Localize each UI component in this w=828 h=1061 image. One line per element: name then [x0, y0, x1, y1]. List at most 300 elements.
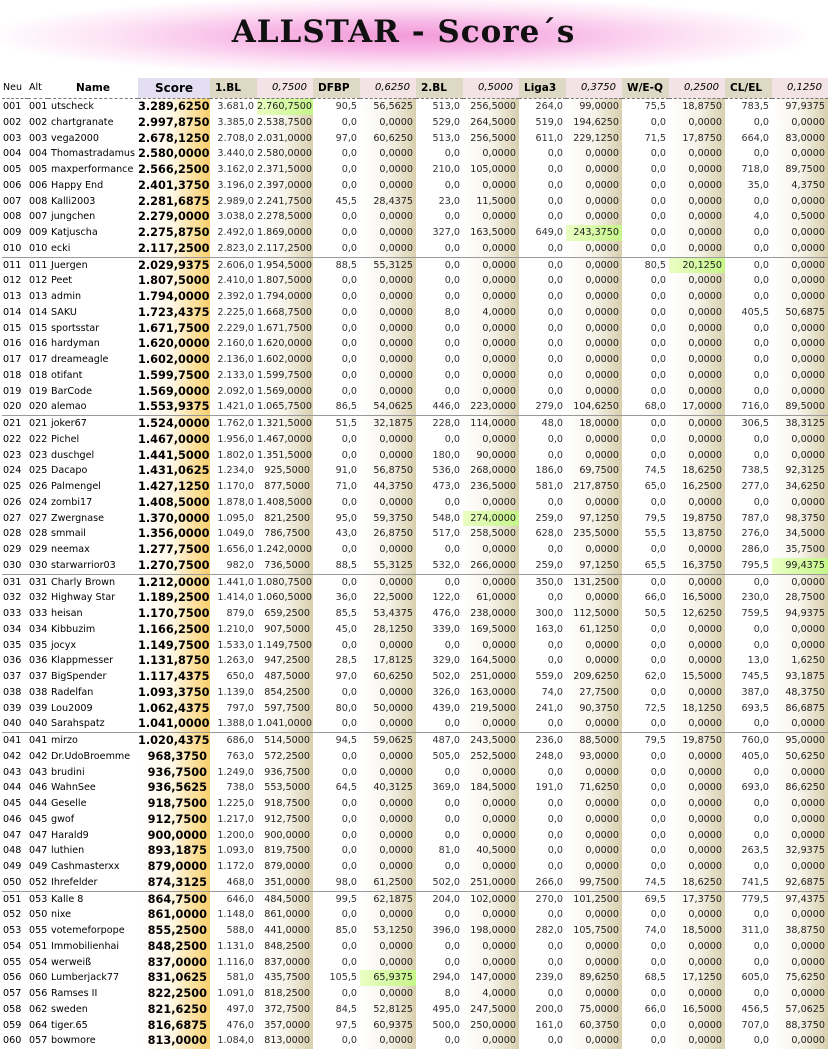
cell-clel-weighted: 0,0000 — [772, 986, 828, 1002]
cell-neu: 058 — [3, 1003, 22, 1015]
cell-liga3-points: 0,0 — [547, 338, 563, 350]
cell-neu: 041 — [2, 732, 28, 749]
table-row — [2, 558, 828, 574]
cell-score: 1.041,0000 — [138, 717, 210, 731]
cell-weq-points: 0,0 — [650, 909, 666, 921]
cell-dfbp-points: 0,0 — [341, 750, 357, 762]
cell-name: ecki — [51, 242, 71, 254]
cell-weq-points: 0,0 — [622, 415, 669, 432]
cell-weq-points: 0,0 — [650, 845, 666, 857]
cell-dfbp-points: 0,0 — [341, 275, 357, 287]
cell-dfbp-weighted: 0,0000 — [360, 1033, 416, 1049]
cell-alt: 050 — [29, 909, 48, 921]
cell-1bl-points: 1.441,0 — [210, 574, 257, 591]
cell-1bl-points: 3.440,0 — [217, 148, 254, 160]
cell-clel-points: 0,0 — [753, 338, 769, 350]
cell-liga3-points: 186,0 — [535, 465, 563, 477]
cell-dfbp-weighted: 32,1875 — [360, 415, 416, 432]
cell-score: 2.117,2500 — [138, 241, 210, 255]
cell-liga3-points: 0,0 — [547, 275, 563, 287]
cell-2bl-points: 0,0 — [444, 275, 460, 287]
cell-liga3-weighted: 209,6250 — [566, 669, 622, 685]
cell-neu: 050 — [3, 876, 22, 888]
cell-liga3-points: 0,0 — [547, 385, 563, 397]
cell-2bl-weighted: 0,0000 — [463, 859, 519, 875]
table-row — [2, 415, 828, 432]
cell-clel-points: 0,0 — [753, 354, 769, 366]
cell-alt: 002 — [29, 116, 48, 128]
cell-2bl-points: 473,0 — [432, 481, 460, 493]
cell-liga3-weighted: 0,0000 — [566, 368, 622, 384]
cell-dfbp-weighted: 44,3750 — [360, 479, 416, 495]
cell-weq-weighted: 0,0000 — [669, 289, 725, 305]
cell-liga3-weighted: 0,0000 — [566, 542, 622, 558]
cell-clel-weighted: 98,3750 — [772, 511, 828, 527]
cell-dfbp-weighted: 0,0000 — [360, 765, 416, 781]
cell-dfbp-points: 97,0 — [335, 132, 357, 144]
cell-clel-points: 405,0 — [741, 750, 769, 762]
cell-weq-weighted: 0,0000 — [669, 843, 725, 859]
cell-neu: 046 — [3, 813, 22, 825]
cell-clel-weighted: 50,6875 — [772, 305, 828, 321]
table-row — [2, 178, 828, 194]
cell-2bl-points: 532,0 — [432, 559, 460, 571]
cell-1bl-points: 2.392,0 — [217, 291, 254, 303]
cell-liga3-weighted: 71,6250 — [566, 780, 622, 796]
cell-liga3-weighted: 0,0000 — [566, 336, 622, 352]
cell-dfbp-points: 85,5 — [335, 608, 357, 620]
cell-dfbp-points: 36,0 — [335, 592, 357, 604]
cell-weq-points: 50,5 — [644, 608, 666, 620]
cell-score: 1.117,4375 — [138, 670, 210, 684]
cell-dfbp-points: 45,5 — [335, 195, 357, 207]
cell-clel-weighted: 4,3750 — [772, 178, 828, 194]
cell-1bl-weighted: 736,5000 — [257, 558, 313, 574]
cell-2bl-weighted: 250,0000 — [463, 1018, 519, 1034]
cell-1bl-weighted: 2.580,0000 — [257, 146, 313, 162]
cell-score: 1.062,4375 — [138, 701, 210, 715]
cell-dfbp-points: 0,0 — [341, 829, 357, 841]
cell-liga3-points: 0,0 — [519, 257, 566, 274]
cell-alt: 008 — [29, 195, 48, 207]
cell-score: 1.131,8750 — [138, 654, 210, 668]
cell-1bl-weighted: 572,2500 — [257, 749, 313, 765]
cell-clel-weighted: 0,0000 — [772, 859, 828, 875]
cell-name: Zwergnase — [51, 512, 105, 524]
cell-alt: 030 — [29, 559, 48, 571]
cell-1bl-points: 1.388,0 — [217, 718, 254, 730]
cell-dfbp-weighted: 61,2500 — [360, 875, 416, 891]
cell-score: 1.441,5000 — [138, 448, 210, 462]
table-row — [2, 432, 828, 448]
cell-name: utscheck — [48, 98, 138, 115]
cell-dfbp-points: 95,0 — [335, 512, 357, 524]
cell-alt: 047 — [29, 829, 48, 841]
cell-weq-weighted: 0,0000 — [669, 765, 725, 781]
cell-liga3-points: 264,0 — [519, 98, 566, 115]
cell-score: 874,3125 — [138, 875, 210, 891]
cell-liga3-points: 0,0 — [547, 718, 563, 730]
cell-weq-weighted: 18,6250 — [669, 463, 725, 479]
header-weight-liga3: 0,3750 — [566, 78, 622, 98]
cell-name: Dr.UdoBroemme — [51, 750, 131, 762]
cell-dfbp-weighted: 55,3125 — [360, 257, 416, 274]
cell-clel-weighted: 0,0000 — [772, 622, 828, 638]
cell-liga3-weighted: 0,0000 — [566, 352, 622, 368]
cell-dfbp-points: 0,0 — [313, 574, 360, 591]
cell-dfbp-weighted: 0,0000 — [360, 685, 416, 701]
cell-name: sweden — [51, 1003, 88, 1015]
cell-clel-weighted: 0,5000 — [772, 209, 828, 225]
cell-clel-weighted: 83,0000 — [772, 131, 828, 147]
cell-2bl-weighted: 90,0000 — [463, 448, 519, 464]
cell-liga3-weighted: 112,5000 — [566, 606, 622, 622]
cell-score: 2.401,3750 — [138, 178, 210, 192]
cell-alt: 014 — [29, 306, 48, 318]
cell-1bl-weighted: 659,2500 — [257, 606, 313, 622]
cell-weq-weighted: 0,0000 — [669, 622, 725, 638]
cell-1bl-weighted: 786,7500 — [257, 526, 313, 542]
cell-dfbp-points: 88,5 — [335, 559, 357, 571]
cell-alt: 046 — [29, 782, 48, 794]
cell-2bl-points: 0,0 — [444, 940, 460, 952]
cell-dfbp-weighted: 17,8125 — [360, 653, 416, 669]
cell-weq-weighted: 0,0000 — [669, 336, 725, 352]
cell-neu: 047 — [3, 829, 22, 841]
cell-dfbp-points: 0,0 — [341, 686, 357, 698]
cell-weq-points: 0,0 — [650, 116, 666, 128]
cell-2bl-weighted: 0,0000 — [463, 796, 519, 812]
cell-liga3-weighted: 0,0000 — [566, 241, 622, 257]
cell-weq-points: 0,0 — [650, 148, 666, 160]
cell-neu: 059 — [3, 1019, 22, 1031]
cell-2bl-points: 204,0 — [416, 891, 463, 908]
cell-1bl-weighted: 1.060,5000 — [257, 590, 313, 606]
cell-1bl-points: 1.421,0 — [217, 401, 254, 413]
cell-1bl-weighted: 819,7500 — [257, 843, 313, 859]
cell-alt: 020 — [29, 401, 48, 413]
cell-1bl-weighted: 877,5000 — [257, 479, 313, 495]
cell-clel-points: 0,0 — [753, 718, 769, 730]
cell-2bl-points: 500,0 — [432, 1019, 460, 1031]
cell-score: 1.189,2500 — [138, 591, 210, 605]
cell-dfbp-weighted: 0,0000 — [360, 955, 416, 971]
cell-score: 879,0000 — [138, 859, 210, 875]
cell-liga3-points: 0,0 — [547, 845, 563, 857]
cell-2bl-points: 0,0 — [416, 574, 463, 591]
cell-liga3-weighted: 0,0000 — [566, 812, 622, 828]
table-row — [2, 907, 828, 923]
cell-2bl-points: 513,0 — [432, 132, 460, 144]
cell-name: votemeforpope — [51, 925, 125, 937]
cell-name: BarCode — [51, 385, 92, 397]
cell-1bl-weighted: 1.065,7500 — [257, 399, 313, 415]
cell-clel-points: 13,0 — [747, 655, 769, 667]
cell-alt: 023 — [29, 449, 48, 461]
cell-name: vega2000 — [51, 132, 99, 144]
cell-weq-weighted: 0,0000 — [669, 305, 725, 321]
cell-weq-weighted: 0,0000 — [669, 685, 725, 701]
cell-dfbp-points: 0,0 — [341, 845, 357, 857]
cell-weq-points: 66,0 — [644, 1003, 666, 1015]
cell-name: tiger.65 — [51, 1019, 88, 1031]
cell-weq-weighted: 0,0000 — [669, 542, 725, 558]
cell-dfbp-weighted: 0,0000 — [360, 939, 416, 955]
header-weight-clel: 0,1250 — [772, 78, 828, 98]
cell-name: Klappmesser — [51, 655, 114, 667]
cell-2bl-points: 502,0 — [432, 876, 460, 888]
cell-weq-points: 0,0 — [650, 195, 666, 207]
cell-liga3-weighted: 0,0000 — [566, 859, 622, 875]
cell-clel-points: 0,0 — [753, 275, 769, 287]
cell-weq-points: 0,0 — [650, 544, 666, 556]
cell-1bl-weighted: 813,0000 — [257, 1033, 313, 1049]
cell-clel-points: 0,0 — [753, 829, 769, 841]
cell-clel-points: 0,0 — [753, 195, 769, 207]
cell-score: 1.277,7500 — [138, 543, 210, 557]
cell-1bl-weighted: 1.869,0000 — [257, 225, 313, 241]
cell-neu: 023 — [3, 449, 22, 461]
cell-dfbp-weighted: 0,0000 — [360, 225, 416, 241]
cell-dfbp-weighted: 62,1875 — [360, 891, 416, 908]
cell-dfbp-points: 0,0 — [341, 639, 357, 651]
cell-liga3-weighted: 0,0000 — [566, 590, 622, 606]
cell-1bl-weighted: 821,2500 — [257, 511, 313, 527]
cell-2bl-weighted: 247,5000 — [463, 1002, 519, 1018]
cell-clel-weighted: 97,9375 — [772, 98, 828, 115]
cell-1bl-points: 476,0 — [226, 1019, 254, 1031]
cell-2bl-points: 0,0 — [444, 813, 460, 825]
cell-weq-points: 0,0 — [650, 1019, 666, 1031]
cell-weq-points: 69,5 — [622, 891, 669, 908]
cell-name: sportsstar — [51, 322, 100, 334]
cell-2bl-weighted: 0,0000 — [463, 273, 519, 289]
table-row — [2, 716, 828, 732]
cell-clel-points: 405,5 — [741, 306, 769, 318]
cell-liga3-points: 0,0 — [547, 829, 563, 841]
cell-liga3-weighted: 0,0000 — [566, 432, 622, 448]
table-row — [2, 843, 828, 859]
cell-alt: 064 — [29, 1019, 48, 1031]
cell-1bl-weighted: 351,0000 — [257, 875, 313, 891]
cell-clel-weighted: 38,8750 — [772, 923, 828, 939]
cell-score: 936,7500 — [138, 765, 210, 781]
cell-name: hardyman — [51, 338, 100, 350]
cell-liga3-points: 581,0 — [535, 481, 563, 493]
cell-weq-points: 65,0 — [644, 481, 666, 493]
cell-dfbp-weighted: 40,3125 — [360, 780, 416, 796]
cell-2bl-weighted: 0,0000 — [463, 939, 519, 955]
cell-weq-points: 0,0 — [650, 623, 666, 635]
cell-clel-weighted: 0,0000 — [772, 765, 828, 781]
cell-clel-weighted: 0,0000 — [772, 432, 828, 448]
cell-clel-weighted: 86,6250 — [772, 780, 828, 796]
header-weight-weq: 0,2500 — [669, 78, 725, 98]
cell-clel-points: 0,0 — [753, 639, 769, 651]
table-row — [2, 606, 828, 622]
cell-score: 864,7500 — [138, 891, 210, 908]
cell-dfbp-points: 0,0 — [341, 354, 357, 366]
cell-weq-weighted: 0,0000 — [669, 352, 725, 368]
cell-1bl-weighted: 372,7500 — [257, 1002, 313, 1018]
cell-dfbp-weighted: 53,1250 — [360, 923, 416, 939]
cell-2bl-points: 23,0 — [438, 195, 460, 207]
cell-neu: 054 — [3, 940, 22, 952]
table-row — [2, 638, 828, 654]
cell-weq-weighted: 0,0000 — [669, 115, 725, 131]
cell-1bl-points: 1.093,0 — [217, 845, 254, 857]
table-row — [2, 732, 828, 749]
cell-dfbp-weighted: 0,0000 — [360, 638, 416, 654]
cell-liga3-points: 0,0 — [547, 956, 563, 968]
table-row — [2, 653, 828, 669]
cell-liga3-points: 74,0 — [541, 686, 563, 698]
cell-1bl-points: 1.139,0 — [217, 686, 254, 698]
cell-name: neemax — [51, 544, 90, 556]
cell-name: Harald9 — [51, 829, 89, 841]
cell-clel-points: 795,5 — [741, 559, 769, 571]
cell-liga3-weighted: 0,0000 — [566, 289, 622, 305]
cell-2bl-weighted: 0,0000 — [463, 209, 519, 225]
cell-score: 1.569,0000 — [138, 384, 210, 398]
cell-name: Dacapo — [51, 465, 88, 477]
table-row — [2, 495, 828, 511]
cell-weq-weighted: 16,2500 — [669, 479, 725, 495]
cell-clel-weighted: 0,0000 — [772, 716, 828, 732]
table-row — [2, 321, 828, 337]
cell-liga3-points: 248,0 — [535, 750, 563, 762]
cell-liga3-points: 0,0 — [547, 592, 563, 604]
cell-name: Thomastradamus — [51, 148, 136, 160]
cell-dfbp-weighted: 50,0000 — [360, 701, 416, 717]
cell-2bl-weighted: 264,5000 — [463, 115, 519, 131]
cell-2bl-points: 0,0 — [444, 956, 460, 968]
cell-weq-weighted: 0,0000 — [669, 321, 725, 337]
cell-weq-points: 74,5 — [644, 465, 666, 477]
cell-2bl-weighted: 258,5000 — [463, 526, 519, 542]
cell-weq-points: 66,0 — [644, 592, 666, 604]
cell-clel-points: 0,0 — [753, 861, 769, 873]
cell-clel-weighted: 0,0000 — [772, 241, 828, 257]
cell-1bl-weighted: 2.371,5000 — [257, 162, 313, 178]
cell-2bl-points: 329,0 — [432, 655, 460, 667]
cell-score: 1.599,7500 — [138, 368, 210, 382]
cell-weq-points: 80,5 — [622, 257, 669, 274]
cell-2bl-points: 0,0 — [444, 369, 460, 381]
cell-dfbp-weighted: 59,0625 — [360, 732, 416, 749]
cell-liga3-weighted: 105,7500 — [566, 923, 622, 939]
cell-1bl-points: 686,0 — [210, 732, 257, 749]
cell-clel-points: 263,5 — [741, 845, 769, 857]
cell-neu: 035 — [3, 639, 22, 651]
cell-neu: 019 — [3, 385, 22, 397]
cell-2bl-weighted: 0,0000 — [463, 336, 519, 352]
cell-clel-points: 0,0 — [753, 291, 769, 303]
cell-2bl-points: 294,0 — [432, 972, 460, 984]
cell-name: Charly Brown — [48, 574, 138, 591]
header-league-1bl: 1.BL — [210, 78, 257, 98]
cell-neu: 018 — [3, 369, 22, 381]
cell-2bl-weighted: 266,0000 — [463, 558, 519, 574]
cell-alt: 012 — [29, 275, 48, 287]
cell-clel-weighted: 0,0000 — [772, 384, 828, 400]
cell-name: Lumberjack77 — [51, 972, 120, 984]
cell-2bl-weighted: 0,0000 — [463, 828, 519, 844]
cell-dfbp-weighted: 54,0625 — [360, 399, 416, 415]
cell-liga3-weighted: 0,0000 — [566, 495, 622, 511]
cell-dfbp-points: 0,0 — [341, 798, 357, 810]
cell-liga3-weighted: 0,0000 — [566, 194, 622, 210]
cell-1bl-weighted: 925,5000 — [257, 463, 313, 479]
cell-neu: 036 — [3, 655, 22, 667]
cell-2bl-weighted: 169,5000 — [463, 622, 519, 638]
table-row — [2, 384, 828, 400]
cell-dfbp-points: 0,0 — [341, 338, 357, 350]
cell-dfbp-points: 0,0 — [341, 211, 357, 223]
cell-dfbp-points: 98,0 — [335, 876, 357, 888]
cell-2bl-weighted: 251,0000 — [463, 669, 519, 685]
cell-1bl-points: 1.210,0 — [217, 623, 254, 635]
cell-alt: 028 — [29, 528, 48, 540]
cell-weq-points: 0,0 — [650, 164, 666, 176]
cell-weq-weighted: 19,8750 — [669, 732, 725, 749]
cell-dfbp-weighted: 60,6250 — [360, 669, 416, 685]
cell-1bl-weighted: 1.408,5000 — [257, 495, 313, 511]
cell-dfbp-points: 0,0 — [341, 956, 357, 968]
cell-2bl-points: 0,0 — [444, 385, 460, 397]
cell-dfbp-points: 85,0 — [335, 925, 357, 937]
table-row — [2, 257, 828, 274]
table-row — [2, 701, 828, 717]
cell-clel-weighted: 0,0000 — [772, 1033, 828, 1049]
cell-neu: 008 — [3, 211, 22, 223]
cell-liga3-weighted: 0,0000 — [566, 716, 622, 732]
cell-weq-points: 0,0 — [650, 655, 666, 667]
cell-2bl-weighted: 0,0000 — [463, 574, 519, 591]
cell-weq-weighted: 0,0000 — [669, 812, 725, 828]
cell-clel-points: 35,0 — [747, 179, 769, 191]
cell-liga3-weighted: 0,0000 — [566, 939, 622, 955]
cell-neu: 010 — [3, 242, 22, 254]
table-row — [2, 669, 828, 685]
cell-clel-weighted: 92,3125 — [772, 463, 828, 479]
table-row — [2, 479, 828, 495]
cell-clel-points: 0,0 — [753, 227, 769, 239]
cell-1bl-points: 1.263,0 — [217, 655, 254, 667]
cell-1bl-points: 1.095,0 — [217, 512, 254, 524]
cell-dfbp-weighted: 0,0000 — [360, 907, 416, 923]
cell-name: mirzo — [48, 732, 138, 749]
cell-alt: 044 — [29, 798, 48, 810]
cell-clel-points: 0,0 — [753, 798, 769, 810]
cell-clel-weighted: 1,6250 — [772, 653, 828, 669]
cell-name: heisan — [51, 608, 83, 620]
cell-dfbp-weighted: 0,0000 — [360, 146, 416, 162]
cell-clel-points: 693,0 — [741, 782, 769, 794]
cell-alt: 054 — [29, 956, 48, 968]
cell-clel-points: 664,0 — [741, 132, 769, 144]
cell-clel-points: 0,0 — [753, 623, 769, 635]
cell-weq-points: 0,0 — [650, 211, 666, 223]
table-row — [2, 780, 828, 796]
cell-alt: 001 — [28, 98, 48, 115]
cell-neu: 031 — [2, 574, 28, 591]
cell-dfbp-points: 88,5 — [313, 257, 360, 274]
cell-clel-weighted: 95,0000 — [772, 732, 828, 749]
cell-alt: 049 — [29, 861, 48, 873]
cell-1bl-points: 2.823,0 — [217, 242, 254, 254]
cell-weq-weighted: 0,0000 — [669, 368, 725, 384]
